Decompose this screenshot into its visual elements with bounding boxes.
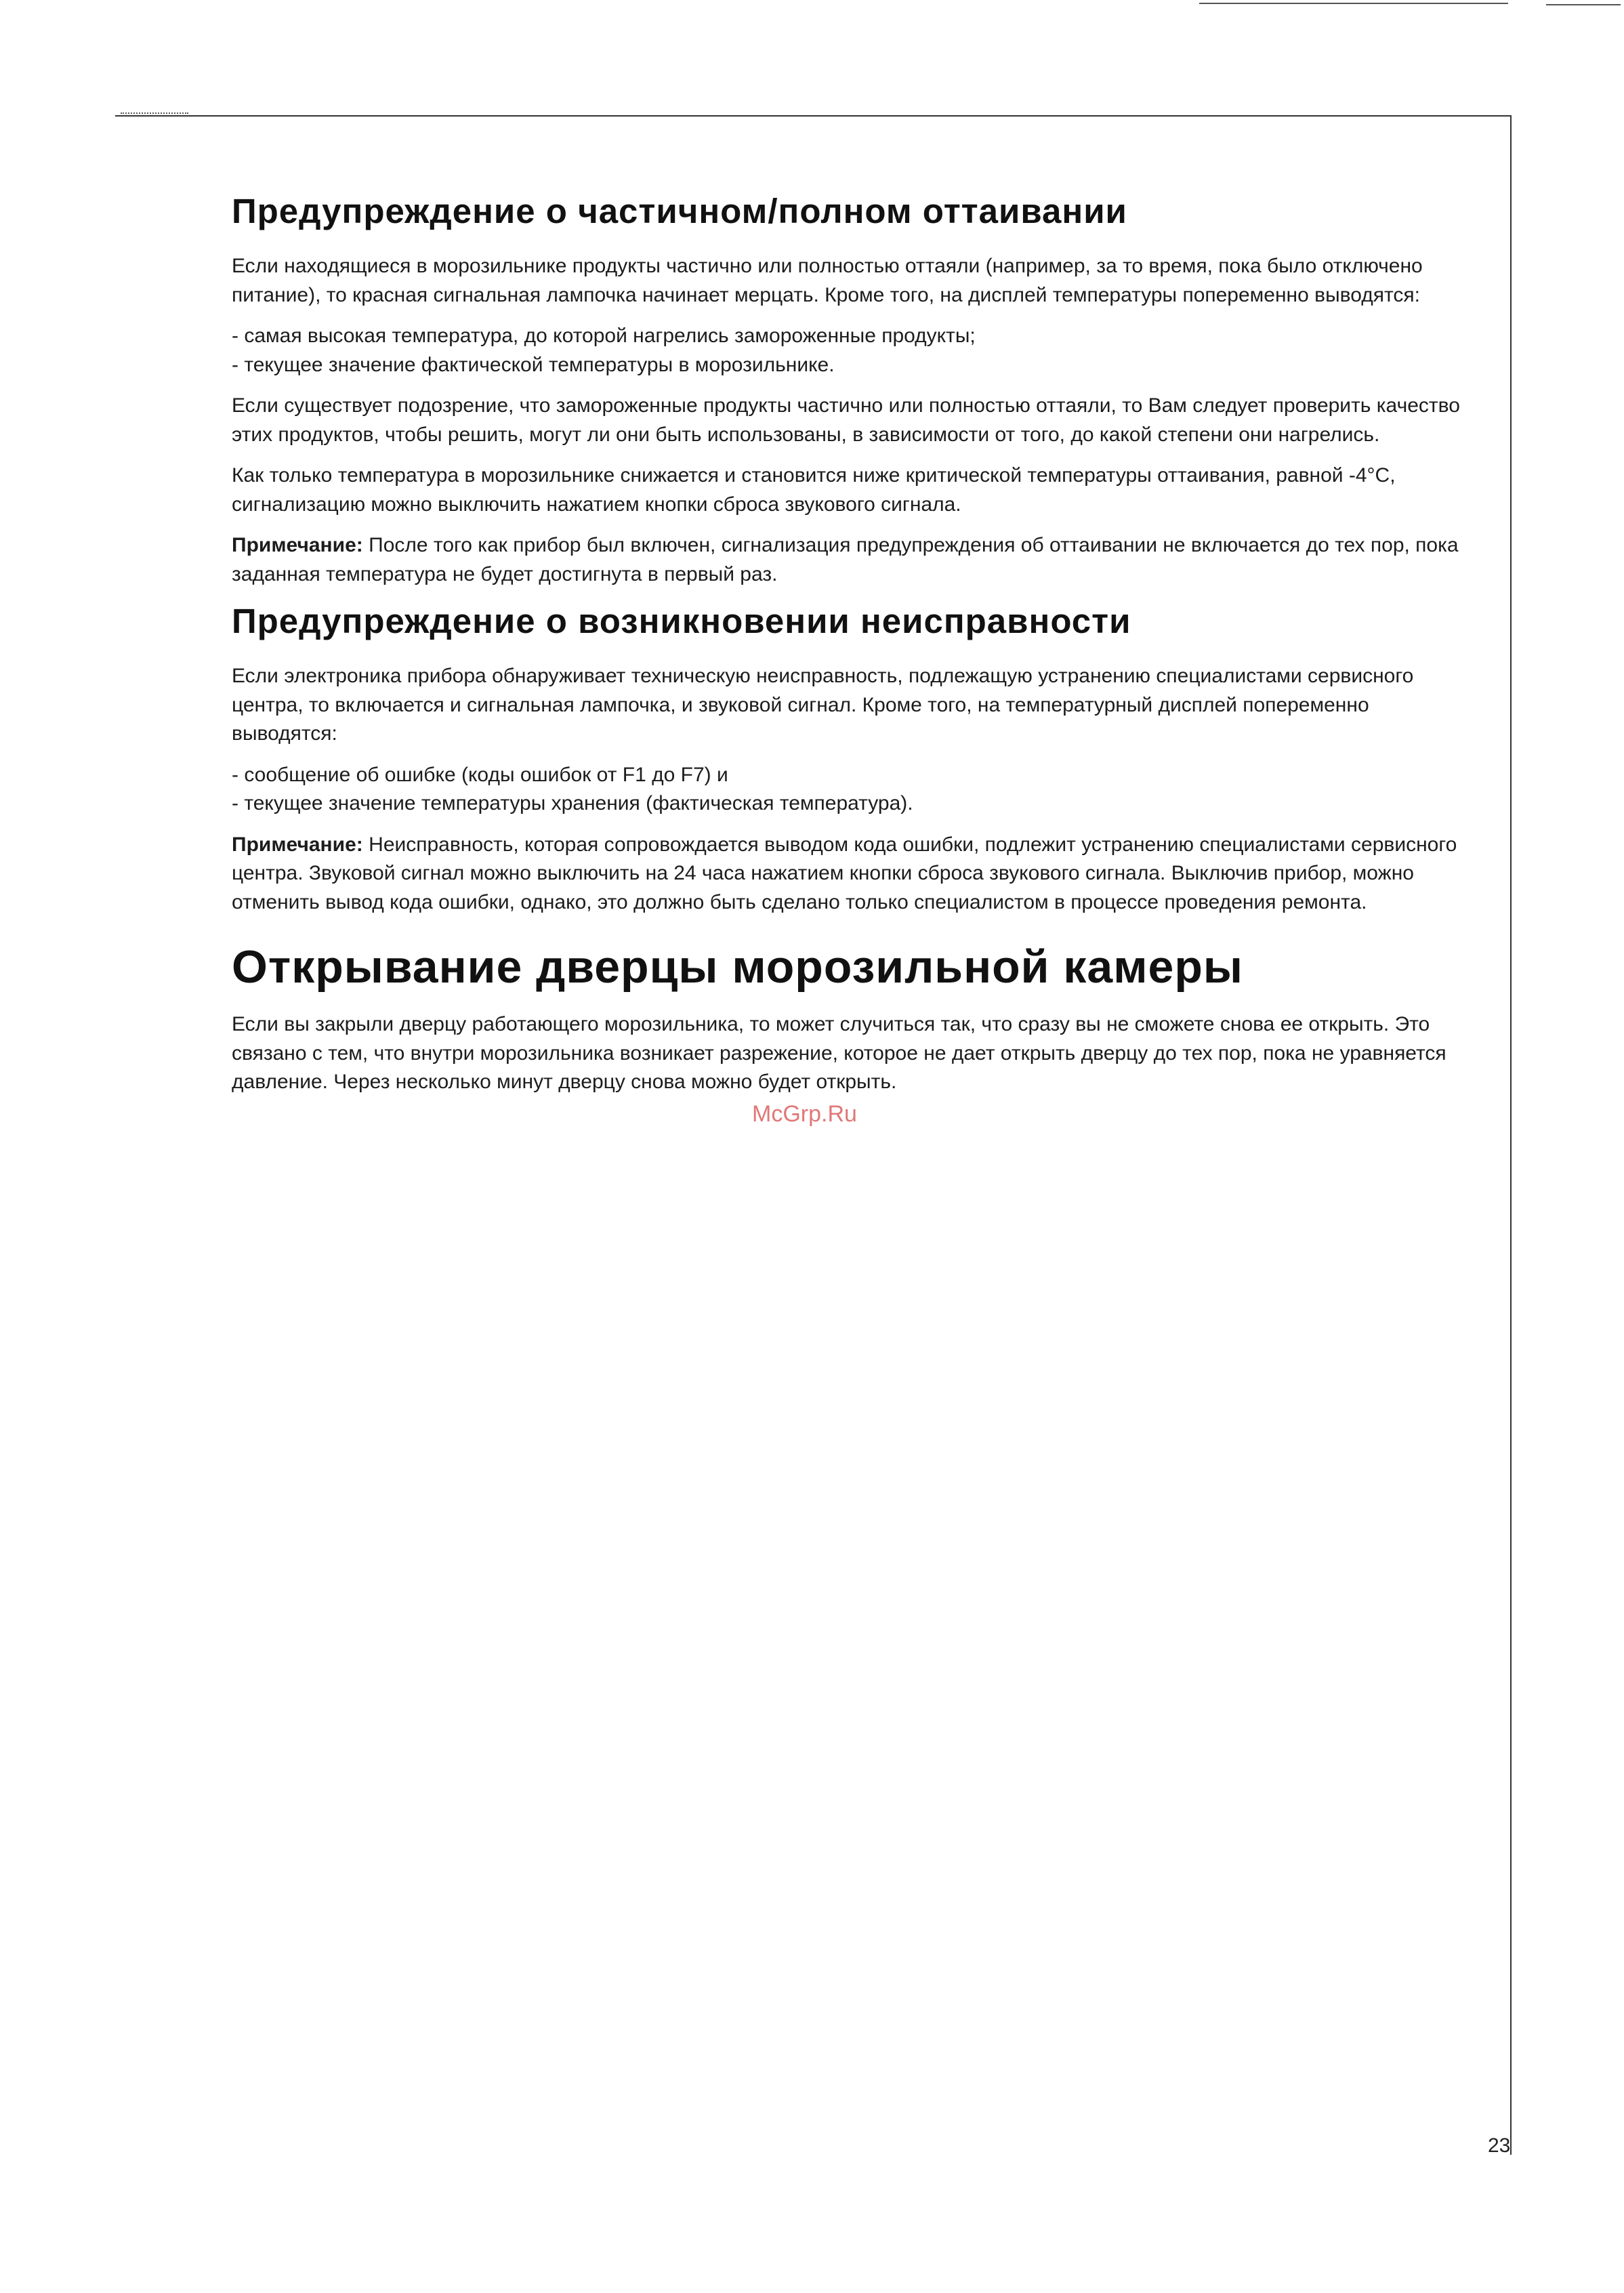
note-text: Неисправность, которая сопровождается выводом кода ошибки, подлежит устранению специалистами сервисного центра. Звуковой сигнал можно выключить на 24 часа нажатием кнопки сброса звукового сигнала. Выключив прибор, можно отменить вывод кода ошибки, однако, это должно быть сделано только специалистом в процессе проведения ремонта. xyxy=(232,833,1457,913)
note-paragraph xyxy=(232,531,1472,589)
scan-mark xyxy=(1308,3,1508,4)
scan-mark xyxy=(1546,4,1621,5)
list-item: - самая высокая температура, до которой нагрелись замороженные продукты; xyxy=(232,325,976,347)
bullet-list xyxy=(232,761,1472,819)
watermark: McGrp.Ru xyxy=(752,1101,857,1127)
section-door-opening xyxy=(232,940,1472,1097)
section-heading: Предупреждение о возникновении неисправности xyxy=(232,602,1131,640)
paragraph: Если электроника прибора обнаруживает техническую неисправность, подлежащую устранению специалистами сервисного центра, то включается и сигнальная лампочка, и звуковой сигнал. Кроме того, на температурный дисплей попеременно выводятся: xyxy=(232,665,1414,745)
page-border-top xyxy=(115,115,1511,117)
note-paragraph xyxy=(232,831,1472,917)
list-item: - текущее значение температуры хранения (фактическая температура). xyxy=(232,792,913,814)
note-text: После того как прибор был включен, сигнализация предупреждения об оттаивании не включается до тех пор, пока заданная температура не будет достигнута в первый раз. xyxy=(232,534,1459,585)
section-thaw-warning xyxy=(232,191,1472,589)
main-heading: Открывание дверцы морозильной камеры xyxy=(232,941,1243,993)
page-border-right xyxy=(1510,115,1512,2155)
scan-mark xyxy=(121,112,188,114)
paragraph: Если находящиеся в морозильнике продукты частично или полностью оттаяли (например, за то время, пока было отключено питание), то красная сигнальная лампочка начинает мерцать. Кроме того, на дисплей температуры попеременно выводятся: xyxy=(232,255,1423,306)
section-malfunction-warning xyxy=(232,601,1472,917)
note-label: Примечание: xyxy=(232,534,363,556)
paragraph: Если существует подозрение, что замороженные продукты частично или полностью оттаяли, то Вам следует проверить качество этих продуктов, чтобы решить, могут ли они быть использованы, в зависимости от того, до какой степени они нагрелись. xyxy=(232,394,1460,446)
scan-mark xyxy=(1199,3,1308,4)
paragraph: Как только температура в морозильнике снижается и становится ниже критической температуры оттаивания, равной -4°C, сигнализацию можно выключить нажатием кнопки сброса звукового сигнала. xyxy=(232,464,1396,516)
section-heading: Предупреждение о частичном/полном оттаивании xyxy=(232,192,1127,230)
page-content xyxy=(232,191,1472,1109)
note-label: Примечание: xyxy=(232,833,363,856)
bullet-list xyxy=(232,322,1472,379)
list-item: - сообщение об ошибке (коды ошибок от F1 до F7) и xyxy=(232,763,728,786)
paragraph: Если вы закрыли дверцу работающего морозильника, то может случиться так, что сразу вы не сможете снова ее открыть. Это связано с тем, что внутри морозильника возникает разрежение, которое не дает открыть дверцу до тех пор, пока не уравняется давление. Через несколько минут дверцу снова можно будет открыть. xyxy=(232,1013,1446,1093)
page-number: 23 xyxy=(1488,2134,1511,2157)
list-item: - текущее значение фактической температуры в морозильнике. xyxy=(232,353,835,376)
